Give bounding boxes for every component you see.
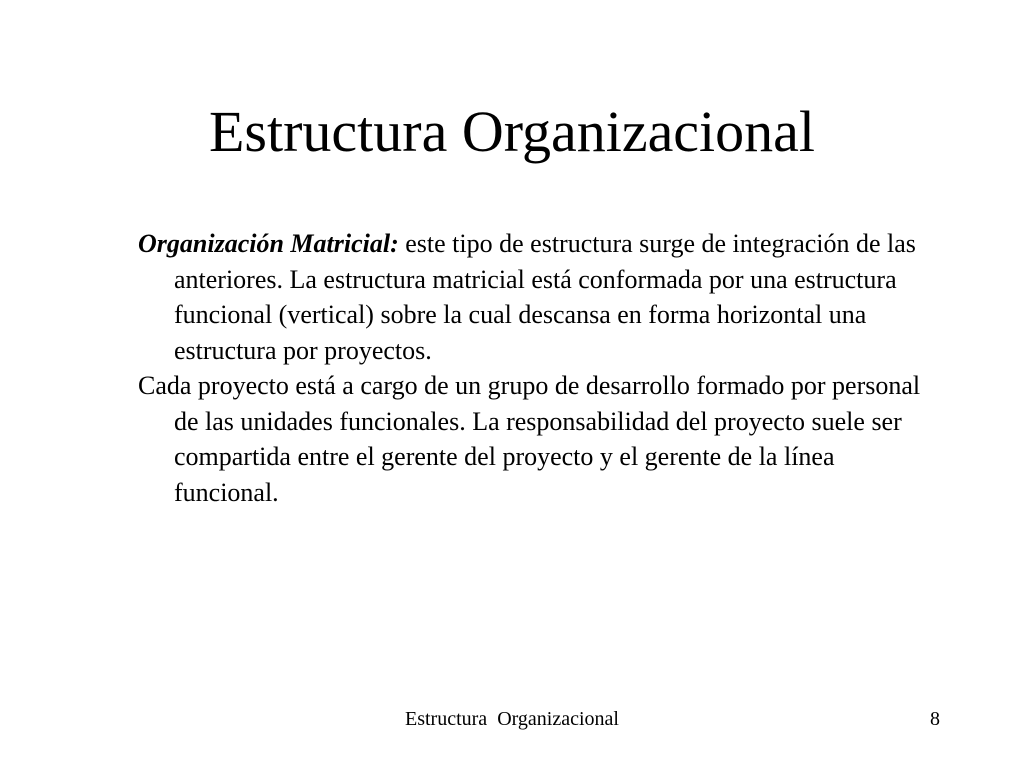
slide-body: [138, 226, 938, 510]
footer-title-text: Estructura Organizacional: [405, 708, 619, 730]
paragraph-projects: [138, 368, 938, 510]
slide-title: Estructura Organizacional: [208, 99, 816, 164]
paragraph-lead: Organización Matricial:: [138, 229, 399, 258]
paragraph-text: Cada proyecto está a cargo de un grupo de desarrollo formado por personal de las unidades funcionales. La responsabilidad del proyecto suele ser compartida entre el gerente del proyecto y el gerente de la línea funcional.: [138, 371, 921, 507]
paragraph-matrix-organization: [138, 226, 938, 368]
footer-title: [0, 706, 1024, 732]
paragraph-text: este tipo de estructura surge de integración de las anteriores. La estructura matricial está conformada por una estructura funcional (vertical) sobre la cual descansa en forma horizontal una estructura por proyectos.: [174, 229, 916, 365]
page-number: 8: [930, 708, 940, 730]
